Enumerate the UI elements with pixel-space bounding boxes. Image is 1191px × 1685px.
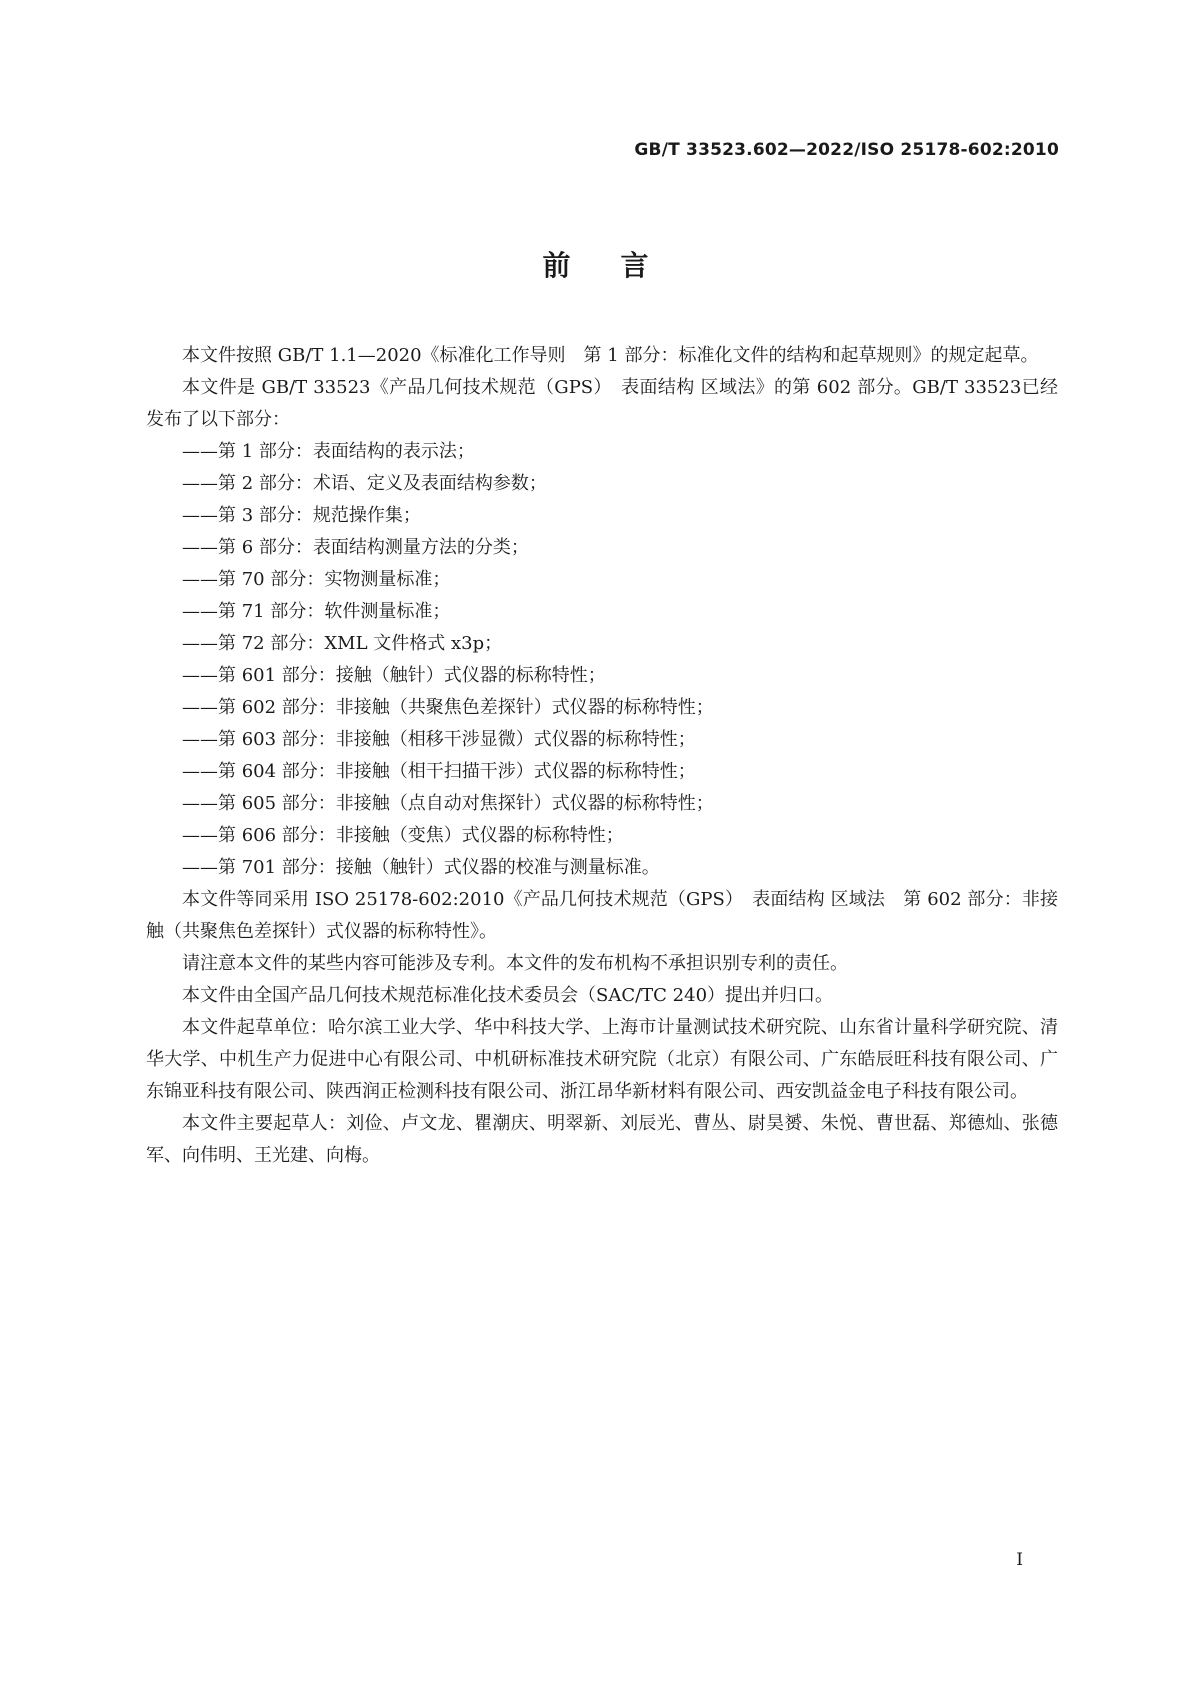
standard-number: GB/T 33523.602—2022/ISO 25178-602:2010 xyxy=(634,140,1059,160)
page-title: 前言 xyxy=(542,249,699,282)
list-item: ——第 606 部分：非接触（变焦）式仪器的标称特性； xyxy=(182,825,624,846)
paragraph-drafting-rules: 本文件按照 GB/T 1.1—2020《标准化工作导则 第 1 部分：标准化文件的结构和起草规则》的规定起草。 xyxy=(182,345,1039,366)
list-item: ——第 6 部分：表面结构测量方法的分类； xyxy=(182,537,529,558)
list-item: ——第 601 部分：接触（触针）式仪器的标称特性； xyxy=(182,665,606,686)
list-item: ——第 2 部分：术语、定义及表面结构参数； xyxy=(182,473,547,494)
list-item: ——第 605 部分：非接触（点自动对焦探针）式仪器的标称特性； xyxy=(182,793,714,814)
paragraph-drafting-organizations: 本文件起草单位：哈尔滨工业大学、华中科技大学、上海市计量测试技术研究院、山东省计量科学研究院、清华大学、中机生产力促进中心有限公司、中机研标准技术研究院（北京）有限公司、广东皓辰旺科技有限公司、广东锦亚科技有限公司、陕西润正检测科技有限公司、浙江昂华新材料有限公司、西安凯益金电子科技有限公司。 xyxy=(146,1017,1058,1102)
list-item: ——第 604 部分：非接触（相干扫描干涉）式仪器的标称特性； xyxy=(182,761,696,782)
published-parts-list xyxy=(146,436,1058,884)
list-item: ——第 71 部分：软件测量标准； xyxy=(182,601,451,622)
list-item: ——第 70 部分：实物测量标准； xyxy=(182,569,451,590)
list-item: ——第 602 部分：非接触（共聚焦色差探针）式仪器的标称特性； xyxy=(182,697,714,718)
paragraph-adoption: 本文件等同采用 ISO 25178-602:2010《产品几何技术规范（GPS） 表面结构 区域法 第 602 部分：非接触（共聚焦色差探针）式仪器的标称特性》。 xyxy=(146,889,1058,942)
list-item: ——第 72 部分：XML 文件格式 x3p； xyxy=(182,633,503,654)
paragraph-committee: 本文件由全国产品几何技术规范标准化技术委员会（SAC/TC 240）提出并归口。 xyxy=(182,985,834,1006)
list-item: ——第 3 部分：规范操作集； xyxy=(182,505,421,526)
paragraph-drafters: 本文件主要起草人：刘俭、卢文龙、瞿潮庆、明翠新、刘辰光、曹丛、尉昊赟、朱悦、曹世磊、郑德灿、张德军、向伟明、王光建、向梅。 xyxy=(146,1113,1058,1166)
list-item: ——第 701 部分：接触（触针）式仪器的校准与测量标准。 xyxy=(182,857,660,878)
list-item: ——第 603 部分：非接触（相移干涉显微）式仪器的标称特性； xyxy=(182,729,696,750)
paragraph-series-intro: 本文件是 GB/T 33523《产品几何技术规范（GPS） 表面结构 区域法》的第 602 部分。GB/T 33523已经发布了以下部分： xyxy=(146,377,1058,430)
page-number: I xyxy=(1016,1550,1023,1570)
list-item: ——第 1 部分：表面结构的表示法； xyxy=(182,441,475,462)
paragraph-patent-notice: 请注意本文件的某些内容可能涉及专利。本文件的发布机构不承担识别专利的责任。 xyxy=(182,953,848,974)
foreword-body xyxy=(146,340,1058,1172)
